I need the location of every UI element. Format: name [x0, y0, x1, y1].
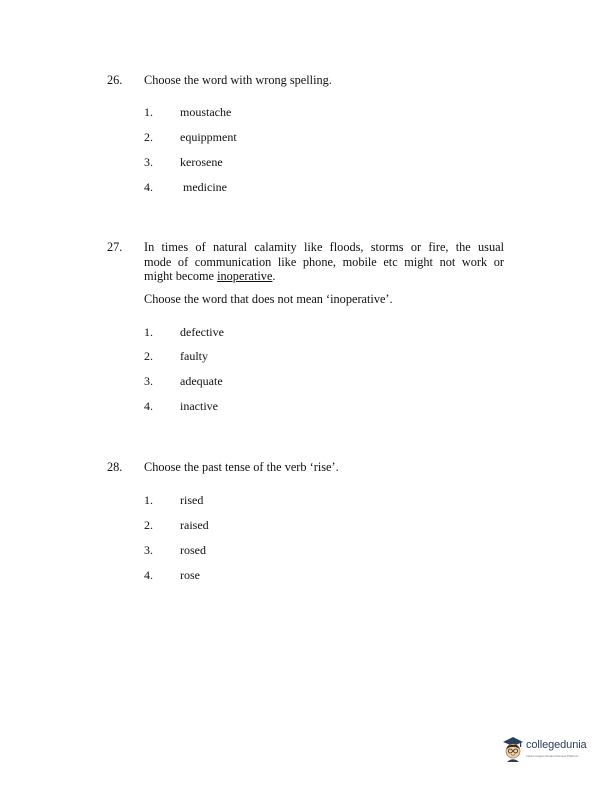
option-text: faulty	[180, 349, 208, 363]
question-number: 28.	[107, 460, 123, 474]
option-number: 2.	[144, 349, 153, 363]
option-number: 1.	[144, 493, 153, 507]
option-text: equippment	[180, 130, 237, 144]
question-number: 26.	[107, 73, 123, 87]
option-text: defective	[180, 325, 224, 339]
option-number: 1.	[144, 325, 153, 339]
option-text: adequate	[180, 374, 223, 388]
logo-wordmark: collegedunia	[526, 739, 587, 751]
passage-line: In times of natural calamity like floods, storms or fire, the usual	[144, 240, 504, 254]
option-number: 4.	[144, 568, 153, 582]
option-number: 2.	[144, 518, 153, 532]
underlined-word: inoperative	[217, 269, 273, 283]
question-number: 27.	[107, 240, 123, 254]
option-text: rised	[180, 493, 204, 507]
question-prompt: Choose the past tense of the verb ‘rise’.	[144, 460, 339, 474]
option-number: 4.	[144, 180, 153, 194]
option-text: raised	[180, 518, 209, 532]
option-text: kerosene	[180, 155, 223, 169]
logo-tagline: India's largest Student Review Platform	[526, 754, 579, 758]
option-text: medicine	[183, 180, 227, 194]
collegedunia-logo	[501, 736, 601, 766]
option-text: inactive	[180, 399, 218, 413]
passage-line	[144, 269, 504, 284]
passage-text: might become	[144, 269, 218, 283]
option-number: 3.	[144, 155, 153, 169]
option-number: 2.	[144, 130, 153, 144]
question-prompt: Choose the word with wrong spelling.	[144, 73, 332, 87]
option-number: 1.	[144, 105, 153, 119]
option-number: 3.	[144, 543, 153, 557]
option-number: 3.	[144, 374, 153, 388]
passage-line: mode of communication like phone, mobile etc might not work or	[144, 254, 504, 269]
option-text: rosed	[180, 543, 206, 557]
passage-text: .	[272, 269, 276, 283]
question-passage	[144, 240, 504, 284]
option-text: rose	[180, 568, 200, 582]
mascot-icon	[501, 736, 525, 762]
question-prompt: Choose the word that does not mean ‘inoperative’.	[144, 292, 393, 306]
option-number: 4.	[144, 399, 153, 413]
option-text: moustache	[180, 105, 232, 119]
